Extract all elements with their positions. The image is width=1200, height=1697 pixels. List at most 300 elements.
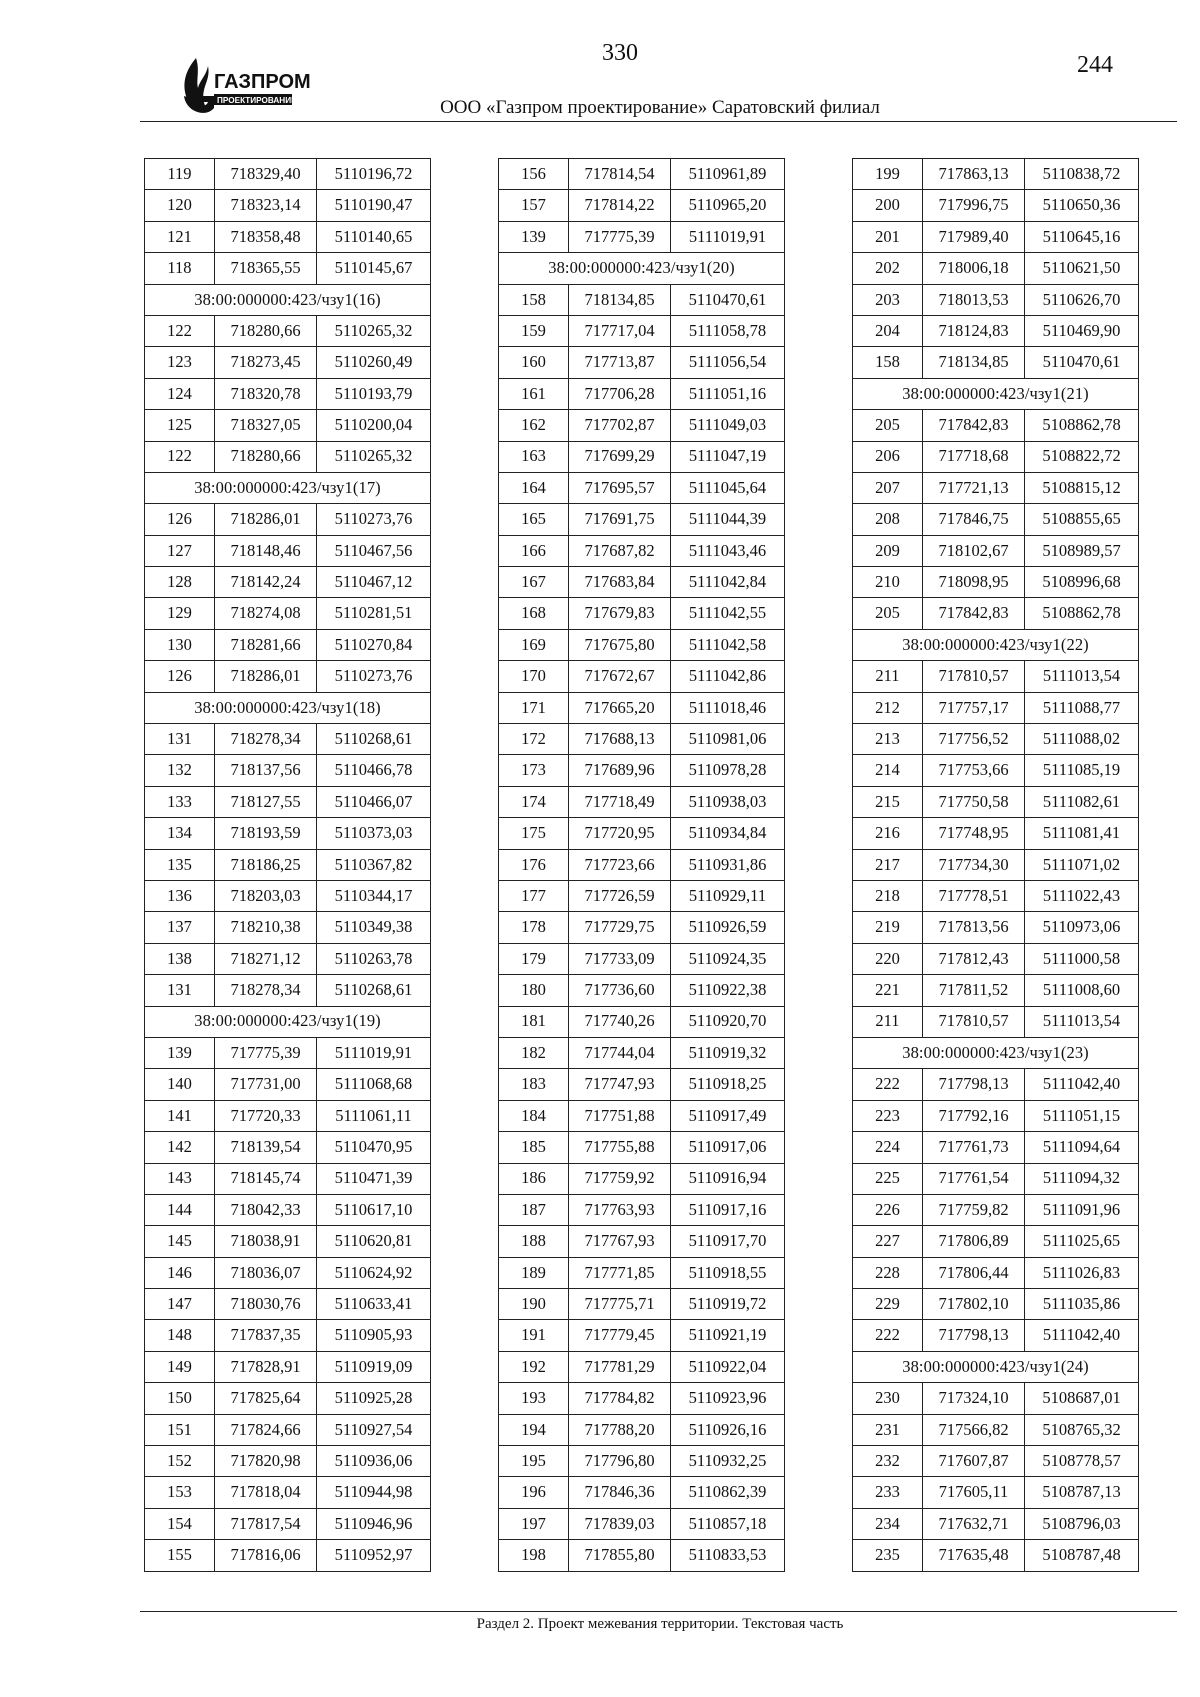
point-number-cell: 179 — [499, 943, 569, 974]
table-row — [145, 786, 431, 817]
point-number-cell: 162 — [499, 410, 569, 441]
gazprom-logo-mark — [180, 52, 311, 118]
table-row — [145, 1194, 431, 1225]
x-coordinate-cell: 717810,57 — [923, 1006, 1025, 1037]
x-coordinate-cell: 717747,93 — [569, 1069, 671, 1100]
x-coordinate-cell: 717798,13 — [923, 1069, 1025, 1100]
point-number-cell: 159 — [499, 315, 569, 346]
x-coordinate-cell: 717820,98 — [215, 1446, 317, 1477]
y-coordinate-cell: 5110471,39 — [317, 1163, 431, 1194]
y-coordinate-cell: 5110467,12 — [317, 567, 431, 598]
table-row — [499, 221, 785, 252]
x-coordinate-cell: 717566,82 — [923, 1414, 1025, 1445]
y-coordinate-cell: 5111051,15 — [1025, 1100, 1139, 1131]
x-coordinate-cell: 717811,52 — [923, 975, 1025, 1006]
table-row — [145, 441, 431, 472]
y-coordinate-cell: 5111013,54 — [1025, 661, 1139, 692]
table-row — [853, 1540, 1139, 1571]
table-row — [499, 1163, 785, 1194]
y-coordinate-cell: 5108822,72 — [1025, 441, 1139, 472]
y-coordinate-cell: 5110344,17 — [317, 880, 431, 911]
point-number-cell: 138 — [145, 943, 215, 974]
table-row — [145, 975, 431, 1006]
x-coordinate-cell: 717825,64 — [215, 1383, 317, 1414]
table-row — [853, 849, 1139, 880]
y-coordinate-cell: 5110624,92 — [317, 1257, 431, 1288]
point-number-cell: 178 — [499, 912, 569, 943]
point-number-cell: 131 — [145, 724, 215, 755]
point-number-cell: 140 — [145, 1069, 215, 1100]
table-row — [853, 567, 1139, 598]
table-row — [145, 1351, 431, 1382]
y-coordinate-cell: 5111044,39 — [671, 504, 785, 535]
x-coordinate-cell: 717679,83 — [569, 598, 671, 629]
x-coordinate-cell: 717720,95 — [569, 818, 671, 849]
point-number-cell: 181 — [499, 1006, 569, 1037]
y-coordinate-cell: 5108855,65 — [1025, 504, 1139, 535]
x-coordinate-cell: 717781,29 — [569, 1351, 671, 1382]
y-coordinate-cell: 5110922,04 — [671, 1351, 785, 1382]
table-row — [499, 1069, 785, 1100]
table-row — [499, 786, 785, 817]
y-coordinate-cell: 5111042,86 — [671, 661, 785, 692]
table-row — [145, 190, 431, 221]
y-coordinate-cell: 5110268,61 — [317, 975, 431, 1006]
point-number-cell: 211 — [853, 1006, 923, 1037]
x-coordinate-cell: 717731,00 — [215, 1069, 317, 1100]
y-coordinate-cell: 5111047,19 — [671, 441, 785, 472]
x-coordinate-cell: 717734,30 — [923, 849, 1025, 880]
point-number-cell: 219 — [853, 912, 923, 943]
x-coordinate-cell: 718320,78 — [215, 378, 317, 409]
x-coordinate-cell: 717740,26 — [569, 1006, 671, 1037]
y-coordinate-cell: 5111045,64 — [671, 472, 785, 503]
section-label: 38:00:000000:423/чзу1(22) — [853, 629, 1139, 660]
x-coordinate-cell: 717750,58 — [923, 786, 1025, 817]
x-coordinate-cell: 717806,44 — [923, 1257, 1025, 1288]
point-number-cell: 133 — [145, 786, 215, 817]
point-number-cell: 189 — [499, 1257, 569, 1288]
table-row — [853, 692, 1139, 723]
point-number-cell: 172 — [499, 724, 569, 755]
y-coordinate-cell: 5111026,83 — [1025, 1257, 1139, 1288]
table-row — [145, 1037, 431, 1068]
x-coordinate-cell: 717837,35 — [215, 1320, 317, 1351]
x-coordinate-cell: 718038,91 — [215, 1226, 317, 1257]
y-coordinate-cell: 5111042,55 — [671, 598, 785, 629]
point-number-cell: 147 — [145, 1289, 215, 1320]
point-number-cell: 209 — [853, 535, 923, 566]
table-row — [499, 190, 785, 221]
y-coordinate-cell: 5111094,64 — [1025, 1132, 1139, 1163]
x-coordinate-cell: 717778,51 — [923, 880, 1025, 911]
y-coordinate-cell: 5108815,12 — [1025, 472, 1139, 503]
x-coordinate-cell: 717718,68 — [923, 441, 1025, 472]
table-row — [853, 1100, 1139, 1131]
table-row — [145, 1257, 431, 1288]
y-coordinate-cell: 5108796,03 — [1025, 1508, 1139, 1539]
point-number-cell: 160 — [499, 347, 569, 378]
table-row — [853, 1383, 1139, 1414]
y-coordinate-cell: 5108989,57 — [1025, 535, 1139, 566]
point-number-cell: 221 — [853, 975, 923, 1006]
x-coordinate-cell: 718006,18 — [923, 253, 1025, 284]
point-number-cell: 183 — [499, 1069, 569, 1100]
x-coordinate-cell: 717813,56 — [923, 912, 1025, 943]
table-row — [499, 1351, 785, 1382]
point-number-cell: 235 — [853, 1540, 923, 1571]
x-coordinate-cell: 717699,29 — [569, 441, 671, 472]
x-coordinate-cell: 717816,06 — [215, 1540, 317, 1571]
y-coordinate-cell: 5108862,78 — [1025, 598, 1139, 629]
point-number-cell: 125 — [145, 410, 215, 441]
y-coordinate-cell: 5110862,39 — [671, 1477, 785, 1508]
table-row — [145, 1289, 431, 1320]
y-coordinate-cell: 5110349,38 — [317, 912, 431, 943]
x-coordinate-cell: 717812,43 — [923, 943, 1025, 974]
table-row — [499, 1414, 785, 1445]
y-coordinate-cell: 5111071,02 — [1025, 849, 1139, 880]
point-number-cell: 155 — [145, 1540, 215, 1571]
x-coordinate-cell: 717828,91 — [215, 1351, 317, 1382]
point-number-cell: 222 — [853, 1320, 923, 1351]
point-number-cell: 194 — [499, 1414, 569, 1445]
x-coordinate-cell: 717775,71 — [569, 1289, 671, 1320]
point-number-cell: 213 — [853, 724, 923, 755]
table-row — [499, 1446, 785, 1477]
point-number-cell: 220 — [853, 943, 923, 974]
y-coordinate-cell: 5110273,76 — [317, 504, 431, 535]
point-number-cell: 157 — [499, 190, 569, 221]
point-number-cell: 163 — [499, 441, 569, 472]
x-coordinate-cell: 718210,38 — [215, 912, 317, 943]
x-coordinate-cell: 718036,07 — [215, 1257, 317, 1288]
x-coordinate-cell: 718098,95 — [923, 567, 1025, 598]
table-row — [145, 1540, 431, 1571]
point-number-cell: 141 — [145, 1100, 215, 1131]
x-coordinate-cell: 718358,48 — [215, 221, 317, 252]
y-coordinate-cell: 5110929,11 — [671, 880, 785, 911]
point-number-cell: 139 — [499, 221, 569, 252]
table-row — [499, 880, 785, 911]
y-coordinate-cell: 5110925,28 — [317, 1383, 431, 1414]
x-coordinate-cell: 717996,75 — [923, 190, 1025, 221]
point-number-cell: 152 — [145, 1446, 215, 1477]
x-coordinate-cell: 717806,89 — [923, 1226, 1025, 1257]
x-coordinate-cell: 717721,13 — [923, 472, 1025, 503]
x-coordinate-cell: 718102,67 — [923, 535, 1025, 566]
point-number-cell: 119 — [145, 159, 215, 190]
point-number-cell: 224 — [853, 1132, 923, 1163]
x-coordinate-cell: 718134,85 — [569, 284, 671, 315]
x-coordinate-cell: 718124,83 — [923, 315, 1025, 346]
table-row — [853, 1320, 1139, 1351]
table-row — [499, 1320, 785, 1351]
x-coordinate-cell: 717757,17 — [923, 692, 1025, 723]
point-number-cell: 176 — [499, 849, 569, 880]
x-coordinate-cell: 718286,01 — [215, 661, 317, 692]
y-coordinate-cell: 5110965,20 — [671, 190, 785, 221]
point-number-cell: 143 — [145, 1163, 215, 1194]
y-coordinate-cell: 5110857,18 — [671, 1508, 785, 1539]
table-row — [499, 912, 785, 943]
section-header-row — [145, 472, 431, 503]
point-number-cell: 193 — [499, 1383, 569, 1414]
point-number-cell: 231 — [853, 1414, 923, 1445]
y-coordinate-cell: 5110938,03 — [671, 786, 785, 817]
x-coordinate-cell: 717687,82 — [569, 535, 671, 566]
table-row — [145, 661, 431, 692]
table-row — [853, 410, 1139, 441]
y-coordinate-cell: 5111056,54 — [671, 347, 785, 378]
table-row — [499, 1100, 785, 1131]
point-number-cell: 124 — [145, 378, 215, 409]
point-number-cell: 187 — [499, 1194, 569, 1225]
point-number-cell: 127 — [145, 535, 215, 566]
y-coordinate-cell: 5110918,25 — [671, 1069, 785, 1100]
point-number-cell: 158 — [853, 347, 923, 378]
y-coordinate-cell: 5111019,91 — [671, 221, 785, 252]
table-row — [145, 1446, 431, 1477]
x-coordinate-cell: 717846,36 — [569, 1477, 671, 1508]
point-number-cell: 164 — [499, 472, 569, 503]
point-number-cell: 216 — [853, 818, 923, 849]
y-coordinate-cell: 5110961,89 — [671, 159, 785, 190]
y-coordinate-cell: 5110645,16 — [1025, 221, 1139, 252]
point-number-cell: 132 — [145, 755, 215, 786]
table-row — [145, 724, 431, 755]
y-coordinate-cell: 5108787,13 — [1025, 1477, 1139, 1508]
x-coordinate-cell: 717818,04 — [215, 1477, 317, 1508]
table-row — [145, 629, 431, 660]
table-row — [145, 755, 431, 786]
x-coordinate-cell: 717605,11 — [923, 1477, 1025, 1508]
x-coordinate-cell: 717726,59 — [569, 880, 671, 911]
table-row — [145, 378, 431, 409]
y-coordinate-cell: 5110367,82 — [317, 849, 431, 880]
table-row — [499, 1037, 785, 1068]
x-coordinate-cell: 718142,24 — [215, 567, 317, 598]
x-coordinate-cell: 717767,93 — [569, 1226, 671, 1257]
y-coordinate-cell: 5110916,94 — [671, 1163, 785, 1194]
table-row — [499, 1508, 785, 1539]
header-divider — [140, 121, 1177, 122]
point-number-cell: 182 — [499, 1037, 569, 1068]
y-coordinate-cell: 5110833,53 — [671, 1540, 785, 1571]
y-coordinate-cell: 5108765,32 — [1025, 1414, 1139, 1445]
table-row — [853, 786, 1139, 817]
x-coordinate-cell: 717688,13 — [569, 724, 671, 755]
table-row — [499, 159, 785, 190]
y-coordinate-cell: 5110917,70 — [671, 1226, 785, 1257]
y-coordinate-cell: 5110926,16 — [671, 1414, 785, 1445]
x-coordinate-cell: 717691,75 — [569, 504, 671, 535]
point-number-cell: 185 — [499, 1132, 569, 1163]
point-number-cell: 197 — [499, 1508, 569, 1539]
point-number-cell: 158 — [499, 284, 569, 315]
x-coordinate-cell: 717720,33 — [215, 1100, 317, 1131]
y-coordinate-cell: 5111094,32 — [1025, 1163, 1139, 1194]
table-row — [499, 315, 785, 346]
table-row — [145, 912, 431, 943]
table-row — [853, 441, 1139, 472]
table-row — [499, 1006, 785, 1037]
y-coordinate-cell: 5111000,58 — [1025, 943, 1139, 974]
x-coordinate-cell: 717839,03 — [569, 1508, 671, 1539]
table-row — [853, 504, 1139, 535]
table-row — [499, 1383, 785, 1414]
x-coordinate-cell: 717755,88 — [569, 1132, 671, 1163]
table-row — [499, 975, 785, 1006]
section-header-row — [145, 1006, 431, 1037]
point-number-cell: 126 — [145, 661, 215, 692]
point-number-cell: 190 — [499, 1289, 569, 1320]
table-row — [145, 1226, 431, 1257]
point-number-cell: 205 — [853, 598, 923, 629]
page-number-right: 244 — [1077, 52, 1113, 78]
point-number-cell: 198 — [499, 1540, 569, 1571]
table-row — [499, 1540, 785, 1571]
table-row — [145, 1320, 431, 1351]
point-number-cell: 229 — [853, 1289, 923, 1320]
table-row — [499, 1132, 785, 1163]
point-number-cell: 175 — [499, 818, 569, 849]
point-number-cell: 207 — [853, 472, 923, 503]
y-coordinate-cell: 5111022,43 — [1025, 880, 1139, 911]
table-row — [853, 1414, 1139, 1445]
point-number-cell: 230 — [853, 1383, 923, 1414]
point-number-cell: 153 — [145, 1477, 215, 1508]
x-coordinate-cell: 717855,80 — [569, 1540, 671, 1571]
point-number-cell: 217 — [853, 849, 923, 880]
y-coordinate-cell: 5111061,11 — [317, 1100, 431, 1131]
y-coordinate-cell: 5110973,06 — [1025, 912, 1139, 943]
point-number-cell: 212 — [853, 692, 923, 723]
table-row — [145, 347, 431, 378]
table-row — [853, 347, 1139, 378]
x-coordinate-cell: 717788,20 — [569, 1414, 671, 1445]
point-number-cell: 171 — [499, 692, 569, 723]
x-coordinate-cell: 717702,87 — [569, 410, 671, 441]
point-number-cell: 195 — [499, 1446, 569, 1477]
y-coordinate-cell: 5110917,49 — [671, 1100, 785, 1131]
x-coordinate-cell: 717784,82 — [569, 1383, 671, 1414]
y-coordinate-cell: 5111042,84 — [671, 567, 785, 598]
y-coordinate-cell: 5110927,54 — [317, 1414, 431, 1445]
point-number-cell: 186 — [499, 1163, 569, 1194]
y-coordinate-cell: 5110470,61 — [671, 284, 785, 315]
point-number-cell: 168 — [499, 598, 569, 629]
x-coordinate-cell: 717706,28 — [569, 378, 671, 409]
y-coordinate-cell: 5111085,19 — [1025, 755, 1139, 786]
x-coordinate-cell: 718134,85 — [923, 347, 1025, 378]
table-row — [853, 724, 1139, 755]
point-number-cell: 191 — [499, 1320, 569, 1351]
x-coordinate-cell: 717729,75 — [569, 912, 671, 943]
table-row — [853, 661, 1139, 692]
x-coordinate-cell: 717798,13 — [923, 1320, 1025, 1351]
x-coordinate-cell: 718274,08 — [215, 598, 317, 629]
y-coordinate-cell: 5110936,06 — [317, 1446, 431, 1477]
x-coordinate-cell: 718280,66 — [215, 315, 317, 346]
y-coordinate-cell: 5110140,65 — [317, 221, 431, 252]
table-row — [145, 1383, 431, 1414]
table-row — [499, 598, 785, 629]
point-number-cell: 218 — [853, 880, 923, 911]
y-coordinate-cell: 5111042,40 — [1025, 1320, 1139, 1351]
y-coordinate-cell: 5110265,32 — [317, 441, 431, 472]
y-coordinate-cell: 5110921,19 — [671, 1320, 785, 1351]
y-coordinate-cell: 5110944,98 — [317, 1477, 431, 1508]
point-number-cell: 126 — [145, 504, 215, 535]
organization-title: ООО «Газпром проектирование» Саратовский филиал — [440, 97, 880, 118]
y-coordinate-cell: 5110952,97 — [317, 1540, 431, 1571]
section-label: 38:00:000000:423/чзу1(17) — [145, 472, 431, 503]
y-coordinate-cell: 5110273,76 — [317, 661, 431, 692]
y-coordinate-cell: 5110466,78 — [317, 755, 431, 786]
y-coordinate-cell: 5110193,79 — [317, 378, 431, 409]
x-coordinate-cell: 717632,71 — [923, 1508, 1025, 1539]
table-row — [853, 253, 1139, 284]
point-number-cell: 228 — [853, 1257, 923, 1288]
y-coordinate-cell: 5108996,68 — [1025, 567, 1139, 598]
x-coordinate-cell: 718329,40 — [215, 159, 317, 190]
point-number-cell: 205 — [853, 410, 923, 441]
point-number-cell: 148 — [145, 1320, 215, 1351]
table-row — [853, 1289, 1139, 1320]
point-number-cell: 122 — [145, 315, 215, 346]
y-coordinate-cell: 5110263,78 — [317, 943, 431, 974]
y-coordinate-cell: 5111091,96 — [1025, 1194, 1139, 1225]
x-coordinate-cell: 718365,55 — [215, 253, 317, 284]
table-row — [499, 1226, 785, 1257]
section-label: 38:00:000000:423/чзу1(20) — [499, 253, 785, 284]
table-row — [853, 315, 1139, 346]
table-row — [145, 567, 431, 598]
logo-text-main: ГАЗПРОМ — [214, 71, 311, 93]
point-number-cell: 137 — [145, 912, 215, 943]
table-row — [853, 1226, 1139, 1257]
point-number-cell: 227 — [853, 1226, 923, 1257]
table-row — [499, 1477, 785, 1508]
point-number-cell: 134 — [145, 818, 215, 849]
table-row — [853, 190, 1139, 221]
point-number-cell: 199 — [853, 159, 923, 190]
y-coordinate-cell: 5110838,72 — [1025, 159, 1139, 190]
y-coordinate-cell: 5110932,25 — [671, 1446, 785, 1477]
x-coordinate-cell: 717761,54 — [923, 1163, 1025, 1194]
table-row — [853, 284, 1139, 315]
x-coordinate-cell: 718013,53 — [923, 284, 1025, 315]
x-coordinate-cell: 717810,57 — [923, 661, 1025, 692]
x-coordinate-cell: 717718,49 — [569, 786, 671, 817]
table-row — [145, 1069, 431, 1100]
x-coordinate-cell: 717814,54 — [569, 159, 671, 190]
section-label: 38:00:000000:423/чзу1(21) — [853, 378, 1139, 409]
y-coordinate-cell: 5111049,03 — [671, 410, 785, 441]
x-coordinate-cell: 717751,88 — [569, 1100, 671, 1131]
section-label: 38:00:000000:423/чзу1(24) — [853, 1351, 1139, 1382]
gazprom-logo — [180, 52, 311, 118]
x-coordinate-cell: 717759,82 — [923, 1194, 1025, 1225]
x-coordinate-cell: 718278,34 — [215, 724, 317, 755]
x-coordinate-cell: 717672,67 — [569, 661, 671, 692]
y-coordinate-cell: 5110200,04 — [317, 410, 431, 441]
section-header-row — [853, 1037, 1139, 1068]
x-coordinate-cell: 717759,92 — [569, 1163, 671, 1194]
x-coordinate-cell: 718280,66 — [215, 441, 317, 472]
x-coordinate-cell: 718323,14 — [215, 190, 317, 221]
